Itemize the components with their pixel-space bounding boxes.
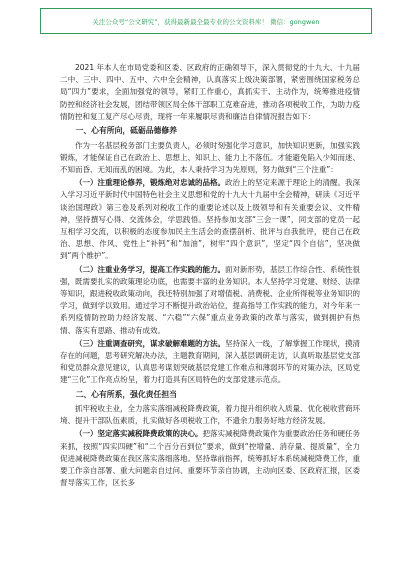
subsection-1-3-text: 坚持深入一线，了解掌握工作现状，摸清存在的问题，思考研究解决办法，主题教育期间，深入基层调研走访，认真听取基层党支部和党员群众意见建议，认真思考谋划突破基层党建工作难点和薄弱环节的对策办法，区局党建“三化”工作亮点纷呈，着力打造具有区局特色的支部党建示范点。	[60, 338, 360, 385]
section-1-intro: 作为一名基层税务部门主要负责人，必须时刻强化学习意识，加快知识更新，加强实践锻炼，才能保证自己在政治上、思想上、知识上、能力上不落伍。才能避免陷入少知而迷、不知而昏、无知而乱的困境。为此，本人秉持学习为先原则，努力做到“三个注重”：	[60, 140, 360, 174]
subsection-1-2-text: 面对新形势，基层工作综合性、系统性很强，既需要扎实的政策理论功底，也需要丰富的业务知识。本人坚持学习党建、财经、法律等知识，跟进税收政策动向，我还特别加强了对增值税、消费税、企业所得税等业务知识的学习，做到学以致用。通过学习不断提升政治站位，提高指导工作实践的能力，对今年来一系列疫情防控助力经济发展、“六稳”“六保”重点业务政策的改革与落实，做到拥护有热情、落实有思路、推动有成效。	[60, 264, 360, 335]
subsection-1-1-heading: （一）注重理论修养，锻炼绝对忠诚的品格。	[75, 178, 225, 188]
subsection-2-1	[60, 428, 360, 489]
subsection-1-2-heading: （二）注重业务学习，提高工作实践的能力。	[75, 264, 225, 274]
section-2-intro: 抓牢税收主业，全力落实落细减税降费政策，着力提升组织收入质量、优化税收营商环境、提升干部队伍素质，扎实做好各项税收工作，不遗余力服务好地方经济发展。	[60, 404, 360, 426]
subsection-2-1-heading: （一）坚定落实减税降费政策的决心。	[75, 429, 203, 439]
section-heading-2: 二、心有所系，强化责任担当	[75, 389, 177, 399]
subsection-1-1-text: 政治上的坚定来源于理论上的清醒。我深入学习习近平新时代中国特色社会主义思想和党的十九大十九届中全会精神，研读《习近平谈治国理政》第三卷及系列对税收工作的重要论述以及上级领导和有关重要会议、文件精神，坚持撰写心得、交流体会，学思践悟。坚持参加支部“三会一课”，同支部的党员一起互相学习交流，以积极的态度参加民主生活会的查摆剖析、批评与自我批评，使自己在政治、思想、作风、党性上“补钙”和“加油”，树牢“四个意识”，坚定“四个自信”，坚决做到“两个维护”。	[60, 178, 360, 261]
subsection-1-3	[60, 338, 360, 387]
section-heading-1: 一、心有所向，砥砺品德修养	[75, 126, 177, 136]
document-body	[60, 62, 360, 491]
subsection-1-2	[60, 264, 360, 337]
subsection-2-1-text: 把落实减税降费政策作为重要政治任务和硬任务来抓，按照“四实四硬”和“二个百分百到位”要求，做到“控增量、消存量、提质量”，全力促进减税降费政策在我区落实落细落地。坚持靠前指挥，统筹抓好本系统减税降费工作，重要工作亲自部署、重大问题亲自过问、重要环节亲自协调，主动向区委、区政府汇报，区委督导落实工作，区长多	[60, 429, 360, 488]
subsection-1-1	[60, 177, 360, 262]
intro-paragraph: 2021 年本人在市局党委和区委、区政府的正确领导下，深入贯彻党的十九大、十九届二中、三中、四中、五中、六中全会精神，认真落实上级决策部署，紧密围绕国家税务总局“四力”要求，全面加强党的领导，紧盯工作重心，真抓实干、主动作为，统筹推进疫情防控和经济社会发展，团结带领区局全体干部职工克难奋进，推动各项税收工作，为助力疫情防控和复工复产尽心尽责，现将一年来履职尽责和廉洁自律情况报告如下：	[60, 63, 360, 121]
subsection-1-3-heading: （三）注重调查研究，谋求破解难题的方法。	[75, 338, 225, 348]
promo-banner-text: 关注公众号“公文研究”，获得最新最全最专业的公文资料库！ 微信：gongwen	[92, 17, 320, 26]
promo-banner	[40, 8, 372, 34]
